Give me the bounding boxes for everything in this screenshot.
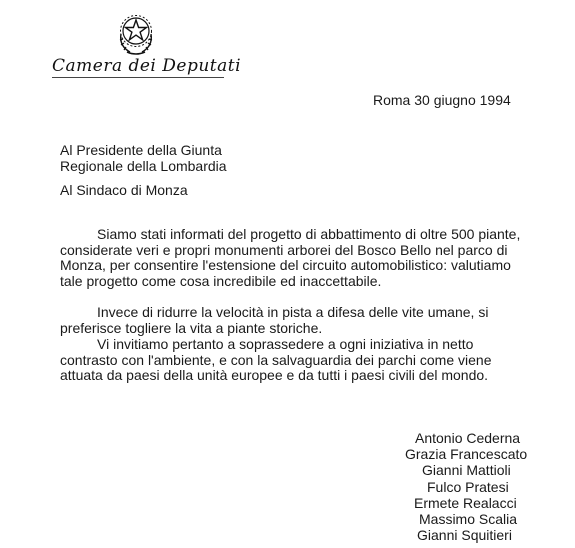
body-paragraph: Vi invitiamo pertanto a soprassedere a ogni iniziativa in netto contrasto con l'ambiente, e con la salvaguardia dei parchi come viene attuata da paesi della unità europee e da tutti i paesi civili del mondo. <box>60 336 492 383</box>
signature-list <box>400 430 540 543</box>
italian-republic-emblem-icon <box>116 12 156 56</box>
signatory-name: Ermete Realacci <box>414 494 517 511</box>
signatory-name: Gianni Squitieri <box>417 527 512 544</box>
letterhead-divider <box>52 77 224 78</box>
body-paragraph: Siamo stati informati del progetto di abbattimento di oltre 500 piante, considerate veri e propri monumenti arborei del Bosco Bello nel parco di Monza, per consentire l'estensione del circuito automobilistico: valutiamo tale progetto come cosa incredibile ed inaccettabile. <box>60 226 521 289</box>
letterhead-title: Camera dei Deputati <box>52 56 242 76</box>
signatory-name: Grazia Francescato <box>405 446 528 463</box>
recipient-line: Al Sindaco di Monza <box>60 182 188 198</box>
letter-date: Roma 30 giugno 1994 <box>373 92 511 108</box>
body-paragraph: Invece di ridurre la velocità in pista a difesa delle vite umane, si preferisce togliere la vita a piante storiche. <box>60 304 489 336</box>
signatory-name: Antonio Cederna <box>415 430 521 446</box>
recipient-line: Al Presidente della Giunta <box>60 142 222 158</box>
signatory-name: Fulco Pratesi <box>427 478 509 495</box>
recipient-line: Regionale della Lombardia <box>60 158 227 174</box>
signatory-name: Gianni Mattioli <box>422 462 511 479</box>
signatory-name: Massimo Scalia <box>419 511 518 528</box>
